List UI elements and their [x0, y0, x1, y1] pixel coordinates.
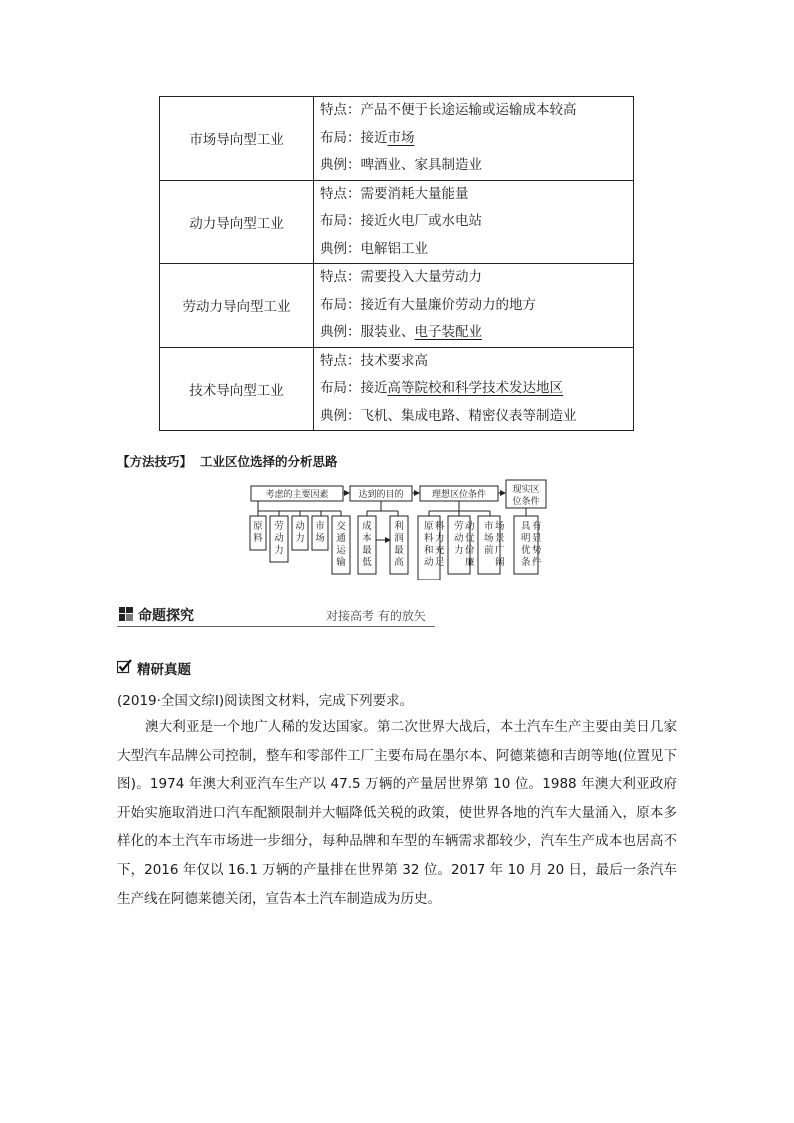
underlined-term: 电子装配业	[414, 324, 482, 340]
question-paragraph: 澳大利亚是一个地广人稀的发达国家。第二次世界大战后，本土汽车生产主要由美日几家大型汽车品牌公司控制，整车和零部件工厂主要布局在墨尔本、阿德莱德和吉朗等地(位置见下图)。1974 年澳大利亚汽车生产以 47.5 万辆的产量居世界第 10 位。1988 年澳大利亚政府开始实施取消进口汽车配额限制并大幅降低关税的政策，使世界各地的汽车大量涌入，原本多样化的本土汽车市场进一步细分，每种品牌和车型的车辆需求都较少，汽车生产成本也居高不下，2016 年仅以 16.1 万辆的产量排在世界第 32 位。2017 年 10 月 20 日，最后一条汽车生产线在阿德莱德关闭，宣告本土汽车制造成为历史。	[117, 719, 677, 907]
method-tip-title: 工业区位选择的分析思路	[200, 454, 338, 469]
industry-type-cell: 动力导向型工业	[160, 180, 314, 264]
example-line: 典例：服装业、电子装配业	[320, 324, 482, 340]
industry-desc-cell	[314, 264, 634, 348]
factor-labor: 劳动力	[274, 521, 284, 556]
table-row	[160, 347, 634, 431]
industry-type-cell: 劳动力导向型工业	[160, 264, 314, 348]
section-square-icon	[119, 607, 133, 621]
ideal-market: 市场前场景广阔	[484, 521, 505, 568]
main-box-factors: 考虑的主要因素	[265, 490, 329, 500]
industrial-location-flow-diagram	[248, 478, 558, 580]
example-line: 典例：飞机、集成电路、精密仪表等制造业	[320, 407, 577, 424]
table-row	[160, 264, 634, 348]
real-advantage: 具明优条有显势件	[521, 521, 542, 568]
section-subtitle: 对接高考 有的放矢	[326, 609, 426, 623]
industry-desc-cell	[314, 180, 634, 264]
goal-lowest-cost: 成本最低	[362, 521, 372, 568]
industry-orientation-table	[159, 96, 634, 431]
table-row	[160, 97, 634, 181]
table-row	[160, 180, 634, 264]
method-tip-heading	[117, 452, 338, 470]
features-line: 特点：产品不便于长途运输或运输成本较高	[320, 102, 577, 118]
section-divider	[117, 626, 435, 627]
industry-desc-cell	[314, 97, 634, 181]
factor-power: 动力	[295, 521, 305, 544]
checkbox-checked-icon	[117, 659, 132, 674]
main-box-ideal: 理想区位条件	[431, 490, 487, 500]
features-line: 特点：需要投入大量劳动力	[320, 269, 482, 285]
method-tip-label: 【方法技巧】	[117, 454, 193, 469]
factor-transport: 交通运输	[336, 521, 346, 568]
factor-market: 市场	[315, 521, 325, 544]
question-label: 精研真题	[137, 662, 191, 678]
factor-raw-material: 原料	[253, 521, 263, 544]
main-box-real: 现实区	[512, 485, 540, 495]
question-source: (2019·全国文综Ⅰ)阅读图文材料，完成下列要求。	[117, 693, 414, 709]
industry-type-cell: 市场导向型工业	[160, 97, 314, 181]
underlined-term: 高等院校和科学技术发达地区	[387, 380, 563, 396]
features-line: 特点：需要消耗大量能量	[320, 185, 469, 202]
underlined-term: 市场	[387, 129, 415, 146]
features-line: 特点：技术要求高	[320, 352, 428, 369]
layout-line: 布局：接近市场	[320, 129, 415, 146]
ideal-labor: 劳动力动优价廉	[454, 521, 475, 568]
industry-type-cell: 技术导向型工业	[160, 347, 314, 431]
layout-line: 布局：接近高等院校和科学技术发达地区	[320, 380, 563, 396]
main-box-real-2: 位条件	[512, 497, 540, 507]
layout-line: 布局：接近火电厂或水电站	[320, 213, 482, 229]
main-box-goal: 达到的目的	[358, 490, 404, 500]
layout-line: 布局：接近有大量廉价劳动力的地方	[320, 296, 536, 313]
ideal-resources: 原料和动料力充足	[424, 521, 445, 568]
goal-highest-profit: 利润最高	[394, 521, 404, 568]
example-line: 典例：电解铝工业	[320, 240, 428, 257]
section-title: 命题探究	[138, 608, 194, 624]
industry-desc-cell	[314, 347, 634, 431]
example-line: 典例：啤酒业、家具制造业	[320, 157, 482, 173]
